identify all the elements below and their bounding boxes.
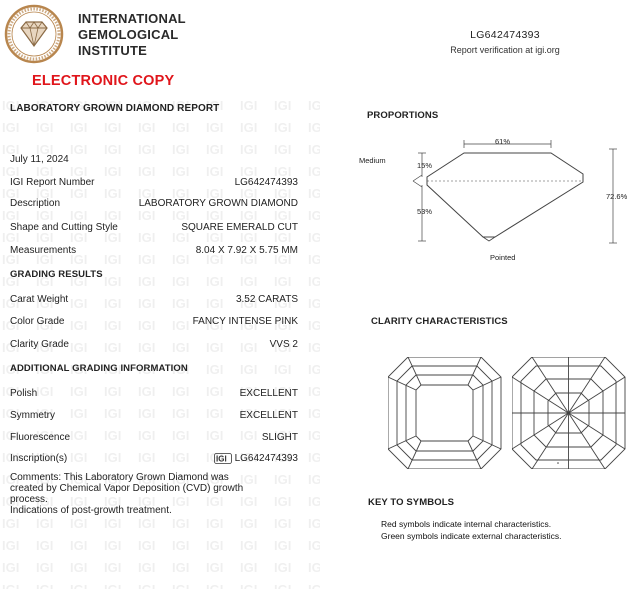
grading-results-heading: GRADING RESULTS [10,269,103,280]
row-value: SQUARE EMERALD CUT [181,222,298,233]
row-label: Color Grade [10,316,65,327]
row-label: Clarity Grade [10,339,69,350]
row-label: Measurements [10,245,77,256]
row-value: LABORATORY GROWN DIAMOND [138,198,298,209]
row-label: Polish [10,388,38,399]
additional-grading-heading: ADDITIONAL GRADING INFORMATION [10,363,188,374]
row-value: LG642474393 [234,177,298,188]
row-label: Symmetry [10,410,55,421]
proportions-diagram [355,135,630,265]
svg-text:IGI: IGI [215,454,227,464]
clarity-plot-crown [388,357,503,469]
crown-pct-label: 15% [417,161,433,170]
key-line-red: Red symbols indicate internal characteristics. [381,519,552,529]
table-pct-label: 61% [495,137,511,146]
row-value: EXCELLENT [239,388,298,399]
row-value: EXCELLENT [239,410,298,421]
org-line-2: GEMOLOGICAL [78,27,179,42]
row-value [214,453,298,464]
electronic-copy-label: ELECTRONIC COPY [32,73,175,89]
pavilion-pct-label: 53% [417,207,433,216]
proportions-heading: PROPORTIONS [367,110,439,121]
clarity-plot-pavilion [512,357,627,469]
report-date: July 11, 2024 [10,154,69,165]
row-description [10,198,298,212]
clarity-heading: CLARITY CHARACTERISTICS [371,316,508,327]
row-fluorescence [10,432,298,446]
row-report-number [10,177,298,191]
row-value: FANCY INTENSE PINK [192,316,298,327]
row-symmetry [10,410,298,424]
diamond-profile-outline [427,153,583,237]
report-number-header: LG642474393 [470,29,540,41]
row-label: Shape and Cutting Style [10,222,118,233]
igi-inscription-icon [214,453,232,464]
row-shape [10,222,298,236]
row-value: SLIGHT [261,432,298,443]
row-inscription [10,453,298,467]
row-label: Fluorescence [10,432,71,443]
org-line-3: INSTITUTE [78,43,147,58]
row-color-grade [10,316,298,330]
org-line-1: INTERNATIONAL [78,11,186,26]
key-line-green: Green symbols indicate external characteristics. [381,531,562,541]
row-carat-weight [10,294,298,308]
row-value: 8.04 X 7.92 X 5.75 MM [195,245,298,256]
comments [10,472,300,516]
organization-name [78,11,186,59]
inscription-text: LG642474393 [234,453,298,465]
comments-line: process. [10,494,48,505]
row-label: IGI Report Number [10,177,95,188]
row-polish [10,388,298,402]
row-label: Carat Weight [10,294,69,305]
row-label: Inscription(s) [10,453,68,464]
report-title: LABORATORY GROWN DIAMOND REPORT [10,103,220,114]
culet-label: Pointed [490,253,516,262]
row-value: 3.52 CARATS [235,294,298,305]
comments-line: Indications of post-growth treatment. [10,505,172,516]
row-clarity-grade [10,339,298,353]
row-value: VVS 2 [269,339,298,350]
igi-seal-logo [4,4,64,64]
comments-line: Comments: This Laboratory Grown Diamond was [10,472,229,483]
comments-line: created by Chemical Vapor Deposition (CVD) growth [10,483,244,494]
row-label: Description [10,198,61,209]
row-measurements [10,245,298,259]
key-to-symbols-heading: KEY TO SYMBOLS [368,497,455,508]
girdle-label: Medium [359,156,386,165]
report-verification-link[interactable]: Report verification at igi.org [450,45,560,55]
depth-pct-label: 72.6% [606,192,628,201]
